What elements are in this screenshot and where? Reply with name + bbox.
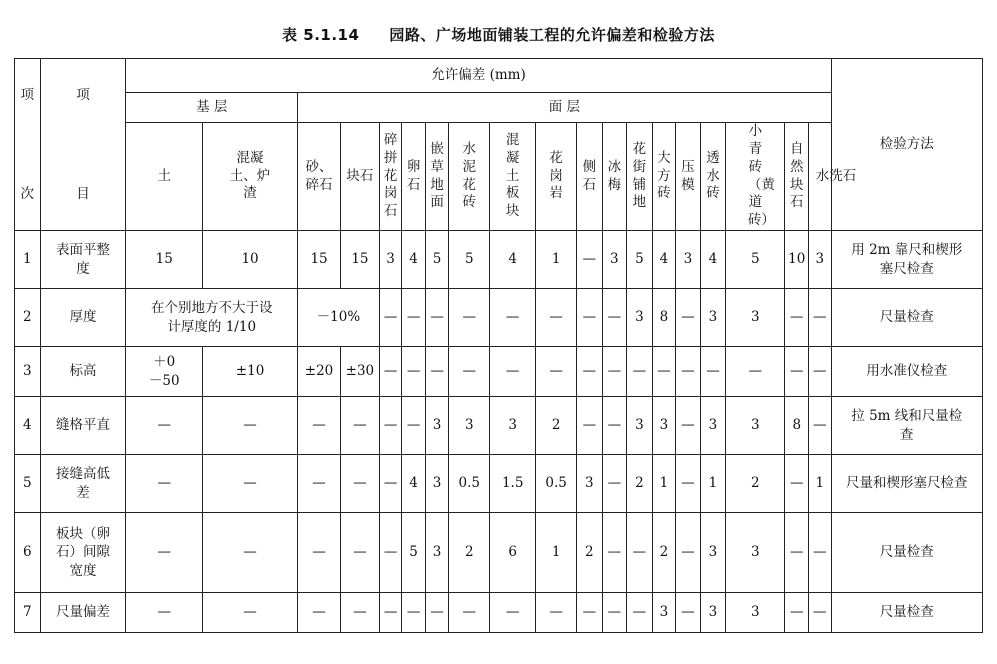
- cell-value: —: [627, 513, 653, 593]
- cell-value: 1: [808, 455, 831, 513]
- cell-value: —: [298, 397, 341, 455]
- cell-value: 3: [379, 231, 401, 289]
- cell-value: 2: [627, 455, 653, 513]
- cell-value: —: [425, 289, 449, 347]
- cell-value: 3: [425, 513, 449, 593]
- cell-value: —: [298, 455, 341, 513]
- column-header: 嵌草地面: [425, 123, 449, 231]
- cell-value: 15: [126, 231, 203, 289]
- row-item: 厚度: [40, 289, 126, 347]
- header-method: 检验方法: [831, 59, 982, 231]
- cell-value: 3: [700, 593, 726, 633]
- cell-value: 2: [652, 513, 676, 593]
- cell-value: 4: [490, 231, 536, 289]
- cell-value: 3: [726, 397, 785, 455]
- cell-value: —: [341, 513, 380, 593]
- cell-value: —: [602, 347, 627, 397]
- table-row: [15, 513, 983, 593]
- cell-value: —: [298, 513, 341, 593]
- row-method: 用 2m 靠尺和楔形塞尺检查: [831, 231, 982, 289]
- cell-value: —: [379, 593, 401, 633]
- column-header: 混凝土、炉渣: [203, 123, 298, 231]
- row-index: 6: [15, 513, 41, 593]
- row-item: 接缝高低差: [40, 455, 126, 513]
- cell-value: —: [379, 347, 401, 397]
- cell-value: —: [402, 397, 426, 455]
- cell-value: 4: [652, 231, 676, 289]
- cell-value: 3: [425, 397, 449, 455]
- cell-value: 3: [726, 289, 785, 347]
- cell-value: —: [425, 347, 449, 397]
- table-caption: 园路、广场地面铺装工程的允许偏差和检验方法: [389, 26, 715, 44]
- cell-value: —: [602, 593, 627, 633]
- cell-value: 3: [652, 593, 676, 633]
- cell-value: —: [577, 289, 603, 347]
- row-item: 标高: [40, 347, 126, 397]
- cell-value: —: [652, 347, 676, 397]
- column-header: 卵石: [402, 123, 426, 231]
- cell-value: 2: [577, 513, 603, 593]
- cell-value: 5: [402, 513, 426, 593]
- column-header: 块石: [341, 123, 380, 231]
- cell-value: —: [676, 513, 701, 593]
- cell-value: —: [627, 593, 653, 633]
- cell-value: 1: [536, 231, 577, 289]
- cell-value: —: [602, 513, 627, 593]
- cell-value: ±20: [298, 347, 341, 397]
- column-header: 花岗岩: [536, 123, 577, 231]
- cell-value: 在个别地方不大于设计厚度的 1/10: [126, 289, 298, 347]
- row-index: 2: [15, 289, 41, 347]
- cell-value: —: [203, 455, 298, 513]
- cell-value: 0.5: [449, 455, 490, 513]
- cell-value: —: [536, 347, 577, 397]
- header-index-top: 项: [20, 86, 35, 103]
- cell-value: 4: [402, 231, 426, 289]
- column-header: 侧石: [577, 123, 603, 231]
- table-row: [15, 347, 983, 397]
- cell-value: —: [536, 289, 577, 347]
- cell-value: —: [726, 347, 785, 397]
- cell-value: 6: [490, 513, 536, 593]
- row-method: 尺量检查: [831, 593, 982, 633]
- cell-value: —: [577, 397, 603, 455]
- cell-value: 8: [785, 397, 809, 455]
- column-header: 大方砖: [652, 123, 676, 231]
- cell-value: —: [627, 347, 653, 397]
- cell-value: 15: [341, 231, 380, 289]
- row-item: 板块（卵石）间隙宽度: [40, 513, 126, 593]
- cell-value: —: [449, 289, 490, 347]
- cell-value: —: [379, 455, 401, 513]
- row-method: 尺量检查: [831, 289, 982, 347]
- cell-value: ＋0 －50: [126, 347, 203, 397]
- cell-value: —: [449, 593, 490, 633]
- column-header: 砂、碎石: [298, 123, 341, 231]
- cell-value: —: [490, 289, 536, 347]
- cell-value: —: [700, 347, 726, 397]
- cell-value: —: [785, 455, 809, 513]
- cell-value: —: [785, 593, 809, 633]
- cell-value: —: [126, 397, 203, 455]
- cell-value: —: [402, 593, 426, 633]
- cell-value: 10: [203, 231, 298, 289]
- header-allowance: 允许偏差 (mm): [126, 59, 831, 93]
- cell-value: －10%: [298, 289, 380, 347]
- row-method: 尺量检查: [831, 513, 982, 593]
- cell-value: —: [808, 593, 831, 633]
- cell-value: 2: [536, 397, 577, 455]
- row-item: 表面平整度: [40, 231, 126, 289]
- row-index: 4: [15, 397, 41, 455]
- table-number: 表 5.1.14: [282, 26, 360, 44]
- row-item: 缝格平直: [40, 397, 126, 455]
- cell-value: —: [785, 513, 809, 593]
- header-item-bottom: 目: [76, 185, 90, 202]
- cell-value: 1: [652, 455, 676, 513]
- cell-value: 3: [726, 513, 785, 593]
- column-header: 透水砖: [700, 123, 726, 231]
- cell-value: —: [379, 289, 401, 347]
- row-index: 1: [15, 231, 41, 289]
- cell-value: 3: [808, 231, 831, 289]
- table-row: [15, 397, 983, 455]
- cell-value: —: [808, 347, 831, 397]
- row-method: 用水准仪检查: [831, 347, 982, 397]
- cell-value: —: [203, 397, 298, 455]
- cell-value: 10: [785, 231, 809, 289]
- cell-value: —: [808, 289, 831, 347]
- cell-value: —: [379, 397, 401, 455]
- column-header: 水泥花砖: [449, 123, 490, 231]
- header-index-bottom: 次: [20, 185, 35, 202]
- cell-value: —: [676, 289, 701, 347]
- row-index: 3: [15, 347, 41, 397]
- cell-value: —: [402, 289, 426, 347]
- table-row: [15, 455, 983, 513]
- cell-value: 3: [726, 593, 785, 633]
- cell-value: 3: [627, 289, 653, 347]
- cell-value: ±10: [203, 347, 298, 397]
- header-item-top: 项: [76, 86, 90, 103]
- row-index: 7: [15, 593, 41, 633]
- cell-value: —: [203, 593, 298, 633]
- row-method: 尺量和楔形塞尺检查: [831, 455, 982, 513]
- cell-value: —: [490, 347, 536, 397]
- row-item: 尺量偏差: [40, 593, 126, 633]
- cell-value: —: [808, 397, 831, 455]
- table-row: [15, 593, 983, 633]
- column-header: 碎拼花岗石: [379, 123, 401, 231]
- cell-value: —: [341, 593, 380, 633]
- column-header: 花街铺地: [627, 123, 653, 231]
- cell-value: —: [602, 289, 627, 347]
- cell-value: 15: [298, 231, 341, 289]
- cell-value: —: [126, 593, 203, 633]
- cell-value: —: [676, 455, 701, 513]
- cell-value: 0.5: [536, 455, 577, 513]
- cell-value: 5: [449, 231, 490, 289]
- cell-value: 3: [490, 397, 536, 455]
- cell-value: —: [449, 347, 490, 397]
- cell-value: —: [602, 397, 627, 455]
- cell-value: —: [808, 513, 831, 593]
- cell-value: —: [126, 455, 203, 513]
- cell-value: 4: [700, 231, 726, 289]
- cell-value: —: [126, 513, 203, 593]
- cell-value: —: [602, 455, 627, 513]
- cell-value: —: [536, 593, 577, 633]
- row-method: 拉 5m 线和尺量检查: [831, 397, 982, 455]
- cell-value: 3: [627, 397, 653, 455]
- header-item: [40, 59, 126, 231]
- cell-value: —: [785, 347, 809, 397]
- cell-value: 4: [402, 455, 426, 513]
- table-row: [15, 231, 983, 289]
- cell-value: 1: [700, 455, 726, 513]
- tolerance-table: [14, 58, 983, 633]
- cell-value: —: [379, 513, 401, 593]
- cell-value: 3: [700, 513, 726, 593]
- cell-value: 5: [425, 231, 449, 289]
- cell-value: 1: [536, 513, 577, 593]
- cell-value: 5: [627, 231, 653, 289]
- cell-value: 3: [602, 231, 627, 289]
- column-header: 冰梅: [602, 123, 627, 231]
- row-index: 5: [15, 455, 41, 513]
- cell-value: —: [676, 397, 701, 455]
- cell-value: —: [203, 513, 298, 593]
- cell-value: 3: [700, 289, 726, 347]
- column-header: 土: [126, 123, 203, 231]
- cell-value: —: [341, 397, 380, 455]
- cell-value: ±30: [341, 347, 380, 397]
- cell-value: 3: [652, 397, 676, 455]
- column-header: 压模: [676, 123, 701, 231]
- header-base-layer: 基 层: [126, 93, 298, 123]
- cell-value: 8: [652, 289, 676, 347]
- column-header: 混凝土板块: [490, 123, 536, 231]
- cell-value: —: [577, 347, 603, 397]
- cell-value: 3: [425, 455, 449, 513]
- cell-value: 5: [726, 231, 785, 289]
- column-header: 小青砖（黄道砖）: [726, 123, 785, 231]
- cell-value: —: [341, 455, 380, 513]
- cell-value: 2: [449, 513, 490, 593]
- cell-value: —: [577, 231, 603, 289]
- cell-value: —: [577, 593, 603, 633]
- cell-value: —: [425, 593, 449, 633]
- table-row: [15, 289, 983, 347]
- column-header: 水洗石: [808, 123, 831, 231]
- cell-value: —: [676, 347, 701, 397]
- header-surface-layer: 面 层: [298, 93, 832, 123]
- cell-value: —: [490, 593, 536, 633]
- header-index: [15, 59, 41, 231]
- table-title: [0, 24, 997, 45]
- cell-value: —: [402, 347, 426, 397]
- cell-value: 3: [449, 397, 490, 455]
- cell-value: 3: [700, 397, 726, 455]
- cell-value: 1.5: [490, 455, 536, 513]
- cell-value: 3: [577, 455, 603, 513]
- cell-value: —: [785, 289, 809, 347]
- cell-value: 3: [676, 231, 701, 289]
- cell-value: —: [676, 593, 701, 633]
- cell-value: 2: [726, 455, 785, 513]
- cell-value: —: [298, 593, 341, 633]
- column-header: 自然块石: [785, 123, 809, 231]
